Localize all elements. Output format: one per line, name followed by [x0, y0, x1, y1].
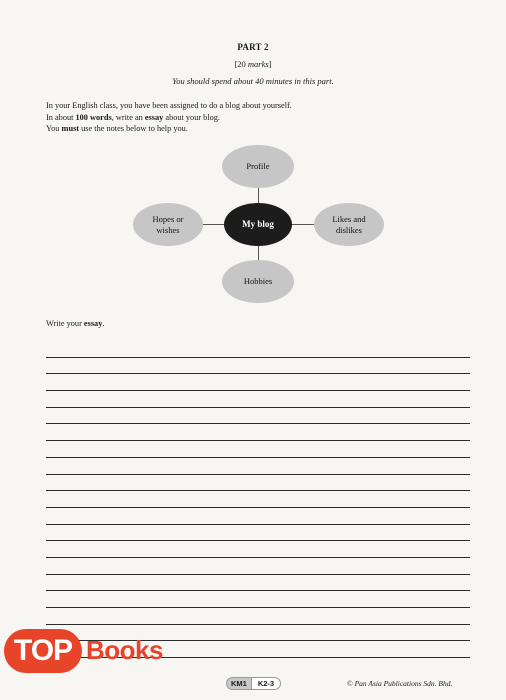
- mind-map: [0, 140, 506, 310]
- instruction-line-1: In your English class, you have been assigned to do a blog about yourself.: [46, 101, 292, 110]
- writing-line[interactable]: [46, 558, 470, 575]
- writing-line[interactable]: [46, 408, 470, 425]
- bubble-likes-dislikes: Likes and dislikes: [314, 203, 384, 246]
- writing-line[interactable]: [46, 475, 470, 492]
- part-title: PART 2: [237, 42, 269, 52]
- instruction-line-3: You must use the notes below to help you.: [46, 124, 188, 133]
- writing-line[interactable]: [46, 358, 470, 375]
- task-instructions: [46, 100, 466, 135]
- writing-line[interactable]: [46, 591, 470, 608]
- writing-line[interactable]: [46, 525, 470, 542]
- watermark-books: Books: [86, 635, 163, 665]
- bubble-hopes-wishes: Hopes or wishes: [133, 203, 203, 246]
- copyright-text: © Pan Asia Publications Sdn. Bhd.: [347, 679, 453, 688]
- writing-line[interactable]: [46, 575, 470, 592]
- writing-line[interactable]: [46, 541, 470, 558]
- writing-line[interactable]: [46, 491, 470, 508]
- writing-line[interactable]: [46, 391, 470, 408]
- marks-note: [20 marks]: [234, 59, 272, 69]
- connector-right: [290, 224, 316, 225]
- writing-line[interactable]: [46, 441, 470, 458]
- bubble-profile: Profile: [222, 145, 294, 188]
- writing-line[interactable]: [46, 458, 470, 475]
- instruction-line-2: In about 100 words, write an essay about your blog.: [46, 112, 221, 122]
- page-code: [226, 677, 281, 690]
- bubble-hobbies: Hobbies: [222, 260, 294, 303]
- writing-line[interactable]: [46, 374, 470, 391]
- bubble-my-blog: My blog: [224, 203, 292, 246]
- watermark-top: TOP: [4, 629, 82, 673]
- code-k2-3: K2-3: [252, 677, 281, 690]
- code-km1: KM1: [226, 677, 252, 690]
- write-essay-label: Write your essay.: [46, 319, 105, 328]
- topbooks-watermark: [0, 625, 180, 685]
- writing-line[interactable]: [46, 508, 470, 525]
- connector-left: [200, 224, 226, 225]
- writing-line[interactable]: [46, 424, 470, 441]
- writing-lines[interactable]: [46, 341, 470, 658]
- time-note: You should spend about 40 minutes in this part.: [172, 76, 334, 86]
- writing-line[interactable]: [46, 608, 470, 625]
- writing-line[interactable]: [46, 341, 470, 358]
